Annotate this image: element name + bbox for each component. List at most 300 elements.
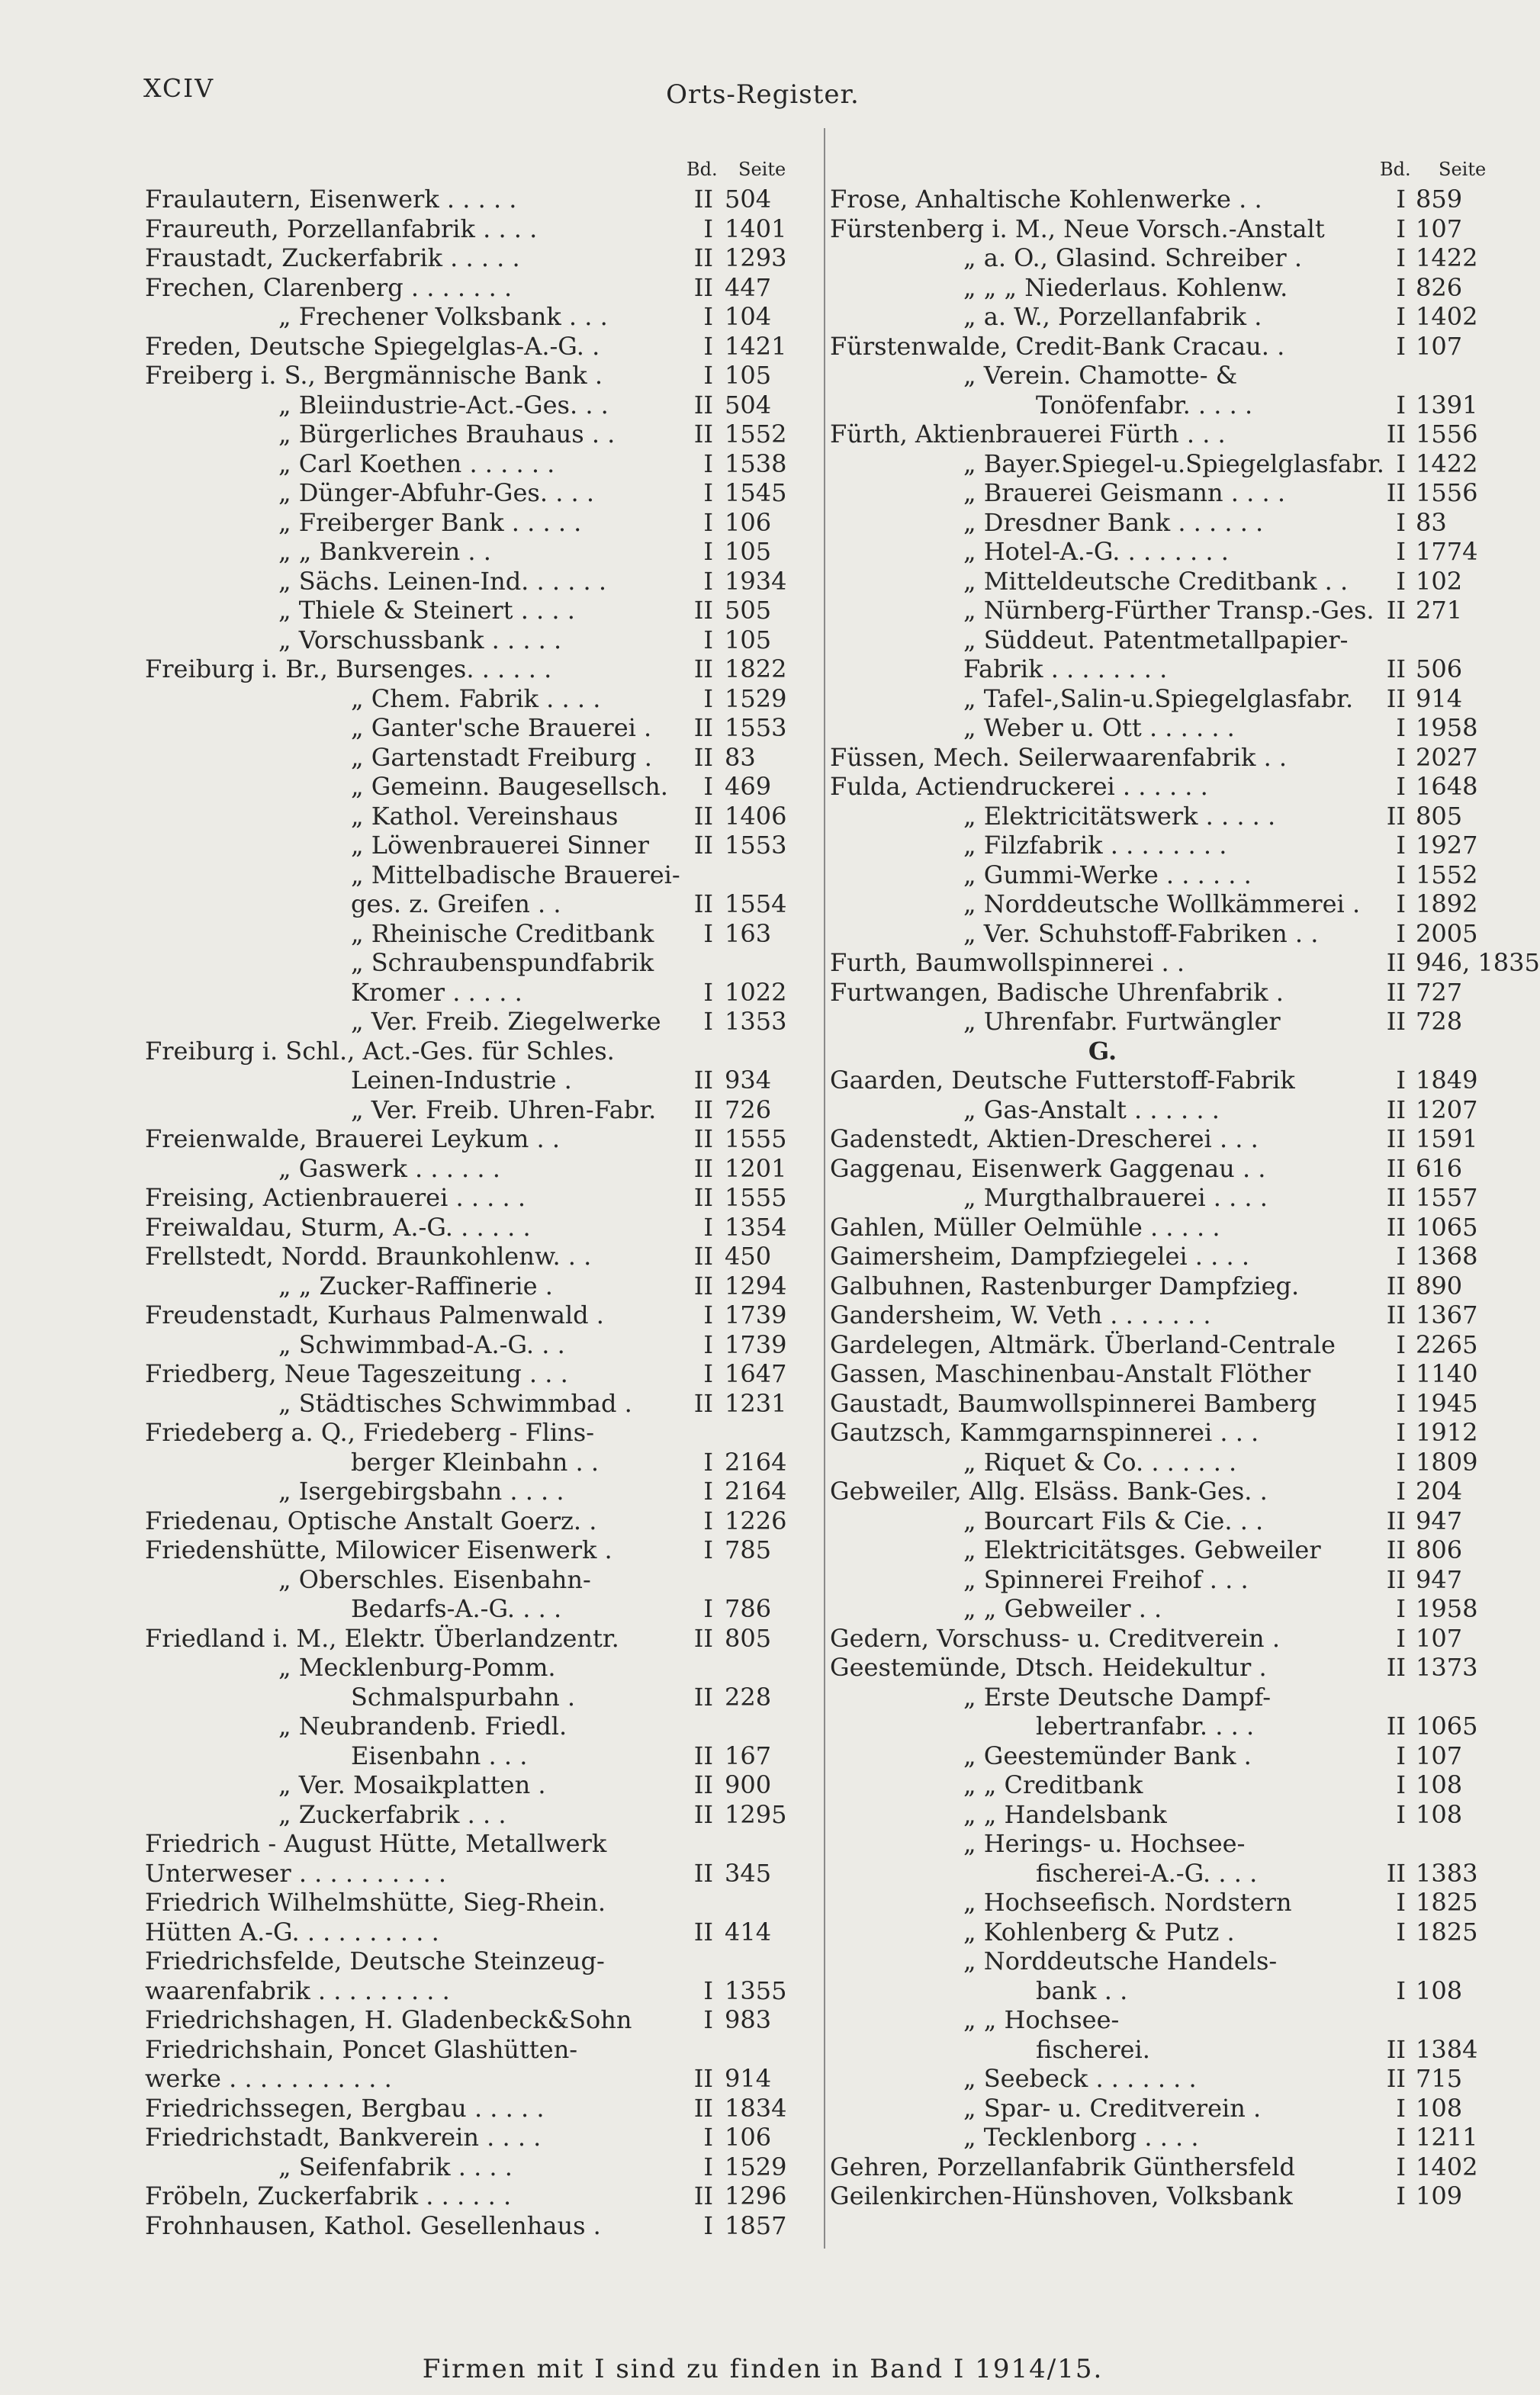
index-entry bbox=[830, 1271, 1497, 1301]
entry-band: I bbox=[1396, 448, 1406, 478]
entry-name: Füssen, Mech. Seilerwaarenfabrik . . bbox=[830, 742, 1288, 772]
index-entry bbox=[830, 1594, 1497, 1624]
index-entry bbox=[830, 1624, 1497, 1654]
index-entry bbox=[830, 1183, 1497, 1213]
index-entry bbox=[145, 743, 816, 773]
index-entry bbox=[830, 1565, 1497, 1595]
entry-band: II bbox=[1386, 596, 1406, 625]
entry-page: 414 bbox=[725, 1917, 772, 1947]
entry-name: Friedrichsfelde, Deutsche Steinzeug- bbox=[145, 1947, 605, 1975]
entry-band: II bbox=[693, 1741, 713, 1770]
entry-name: Eisenbahn . . . bbox=[351, 1741, 528, 1770]
index-entry bbox=[830, 391, 1497, 420]
index-entry bbox=[145, 1418, 816, 1448]
entry-page: 1140 bbox=[1416, 1359, 1478, 1388]
entry-page: 1368 bbox=[1416, 1242, 1478, 1271]
entry-name: „ Seebeck . . . . . . . bbox=[963, 2064, 1197, 2093]
entry-name: werke . . . . . . . . . . . bbox=[145, 2064, 392, 2093]
index-entry bbox=[145, 1859, 816, 1889]
entry-name: „ Elektricitätsges. Gebweiler bbox=[963, 1535, 1321, 1564]
index-entry bbox=[145, 596, 816, 625]
entry-name: „ „ Gebweiler . . bbox=[963, 1594, 1162, 1623]
entry-band: I bbox=[703, 1359, 713, 1388]
index-entry bbox=[830, 2152, 1497, 2182]
index-entry bbox=[830, 1535, 1497, 1565]
entry-band: I bbox=[1396, 742, 1406, 772]
entry-page: 2027 bbox=[1416, 742, 1478, 772]
index-entry bbox=[830, 243, 1497, 273]
entry-page: 914 bbox=[1416, 683, 1463, 713]
entry-name: „ Süddeut. Patentmetallpapier- bbox=[963, 625, 1349, 654]
entry-band: I bbox=[1396, 1388, 1406, 1418]
entry-page: 1648 bbox=[1416, 772, 1478, 801]
entry-name: Friedenshütte, Milowicer Eisenwerk . bbox=[145, 1535, 612, 1564]
entry-page: 108 bbox=[1416, 1770, 1463, 1799]
entry-band: II bbox=[693, 1095, 713, 1124]
entry-name: „ „ Bankverein . . bbox=[278, 537, 491, 566]
entry-page: 890 bbox=[1416, 1271, 1463, 1300]
entry-name: „ Isergebirgsbahn . . . . bbox=[278, 1477, 564, 1506]
entry-name: Friedrichssegen, Bergbau . . . . . bbox=[145, 2093, 545, 2123]
entry-name: „ Verein. Chamotte- & bbox=[963, 361, 1238, 390]
index-entry bbox=[145, 1242, 816, 1271]
entry-name: Friedrichshain, Poncet Glashütten- bbox=[145, 2034, 578, 2064]
entry-name: „ Seifenfabrik . . . . bbox=[278, 2152, 513, 2181]
entry-name: Freiburg i. Schl., Act.-Ges. für Schles. bbox=[145, 1036, 615, 1066]
entry-name: Friedeberg a. Q., Friedeberg - Flins- bbox=[145, 1418, 595, 1447]
index-entry bbox=[145, 1770, 816, 1800]
index-entry bbox=[830, 420, 1497, 449]
entry-page: 1065 bbox=[1416, 1212, 1478, 1242]
entry-band: I bbox=[1396, 390, 1406, 420]
entry-page: 1556 bbox=[1416, 420, 1478, 448]
entry-band: II bbox=[693, 272, 713, 302]
entry-page: 859 bbox=[1416, 185, 1463, 214]
entry-band: I bbox=[1396, 1418, 1406, 1447]
entry-name: Freienwalde, Brauerei Leykum . . bbox=[145, 1124, 561, 1153]
entry-page: 1647 bbox=[725, 1359, 787, 1388]
entry-band: I bbox=[703, 772, 713, 801]
entry-page: 447 bbox=[725, 272, 772, 302]
entry-name: „ Kathol. Vereinshaus bbox=[351, 801, 619, 831]
entry-page: 107 bbox=[1416, 331, 1463, 361]
entry-name: „ Gaswerk . . . . . . bbox=[278, 1153, 500, 1183]
entry-name: „ Uhrenfabr. Furtwängler bbox=[963, 1007, 1281, 1036]
entry-name: „ Oberschles. Eisenbahn- bbox=[278, 1564, 591, 1594]
entry-page: 914 bbox=[725, 2064, 772, 2093]
entry-band: II bbox=[1386, 1300, 1406, 1329]
index-entry bbox=[830, 919, 1497, 949]
page-number: XCIV bbox=[143, 73, 215, 103]
index-entry bbox=[145, 449, 816, 479]
index-entry bbox=[145, 1183, 816, 1213]
entry-name: Furtwangen, Badische Uhrenfabrik . bbox=[830, 977, 1284, 1007]
entry-band: II bbox=[693, 654, 713, 683]
entry-band: I bbox=[1396, 272, 1406, 302]
entry-band: II bbox=[693, 742, 713, 772]
index-entry bbox=[830, 1359, 1497, 1389]
left-column bbox=[145, 159, 816, 2240]
index-entry bbox=[145, 919, 816, 949]
index-entry bbox=[830, 2064, 1497, 2094]
index-entry bbox=[145, 1829, 816, 1859]
entry-page: 805 bbox=[1416, 801, 1463, 831]
index-entry bbox=[830, 684, 1497, 714]
entry-name: Frellstedt, Nordd. Braunkohlenw. . . bbox=[145, 1242, 592, 1271]
entry-name: „ Rheinische Creditbank bbox=[351, 918, 654, 948]
index-entry bbox=[145, 1741, 816, 1771]
index-entry bbox=[145, 1976, 816, 2006]
index-entry bbox=[145, 567, 816, 596]
index-entry bbox=[145, 185, 816, 214]
entry-band: I bbox=[703, 1447, 713, 1477]
index-entry bbox=[145, 1448, 816, 1477]
entry-name: Gaustadt, Baumwollspinnerei Bamberg bbox=[830, 1388, 1317, 1418]
entry-page: 900 bbox=[725, 1770, 772, 1799]
entry-band: II bbox=[693, 1623, 713, 1653]
index-entry bbox=[830, 1947, 1497, 1976]
entry-page: 1354 bbox=[725, 1212, 787, 1242]
entry-page: 1529 bbox=[725, 683, 787, 713]
entry-name: Gaimersheim, Dampfziegelei . . . . bbox=[830, 1242, 1249, 1271]
entry-page: 1355 bbox=[725, 1975, 787, 2005]
entry-name: „ Erste Deutsche Dampf- bbox=[963, 1682, 1271, 1712]
entry-band: I bbox=[703, 448, 713, 478]
index-entry bbox=[145, 1213, 816, 1243]
entry-band: I bbox=[703, 537, 713, 566]
entry-name: „ a. W., Porzellanfabrik . bbox=[963, 302, 1262, 331]
index-entry bbox=[830, 1477, 1497, 1506]
index-entry bbox=[145, 1653, 816, 1683]
entry-page: 1022 bbox=[725, 977, 787, 1007]
entry-name: „ „ Hochsee- bbox=[963, 2005, 1120, 2034]
entry-page: 616 bbox=[1416, 1153, 1463, 1183]
entry-name: Friedland i. M., Elektr. Überlandzentr. bbox=[145, 1623, 619, 1653]
entry-name: „ Murgthalbrauerei . . . . bbox=[963, 1183, 1268, 1212]
entry-page: 108 bbox=[1416, 1975, 1463, 2005]
column-divider bbox=[824, 128, 825, 2249]
entry-band: II bbox=[693, 596, 713, 625]
index-entry bbox=[145, 478, 816, 508]
entry-name: „ Schraubenspundfabrik bbox=[351, 948, 654, 977]
entry-band: I bbox=[703, 566, 713, 596]
entry-name: „ Dünger-Abfuhr-Ges. . . . bbox=[278, 478, 595, 507]
entry-band: II bbox=[693, 2064, 713, 2093]
entry-page: 1384 bbox=[1416, 2034, 1478, 2064]
entry-name: „ Ver. Schuhstoff-Fabriken . . bbox=[963, 918, 1319, 948]
index-entry bbox=[830, 2094, 1497, 2123]
entry-name: Friedberg, Neue Tageszeitung . . . bbox=[145, 1359, 568, 1388]
index-entry bbox=[830, 1095, 1497, 1125]
entry-name: Leinen-Industrie . bbox=[351, 1066, 572, 1095]
index-entry bbox=[145, 1918, 816, 1947]
index-entry bbox=[145, 978, 816, 1008]
entry-page: 506 bbox=[1416, 654, 1463, 683]
index-entry bbox=[830, 860, 1497, 890]
entry-band: I bbox=[703, 302, 713, 331]
entry-band: I bbox=[1396, 1623, 1406, 1653]
entry-name: Freiberg i. S., Bergmännische Bank . bbox=[145, 361, 603, 390]
entry-page: 934 bbox=[725, 1066, 772, 1095]
entry-name: Fulda, Actiendruckerei . . . . . . bbox=[830, 772, 1208, 801]
index-entry bbox=[830, 1389, 1497, 1419]
entry-band: II bbox=[693, 1770, 713, 1799]
index-entry bbox=[145, 2152, 816, 2182]
index-entry bbox=[145, 302, 816, 332]
entry-band: I bbox=[703, 1506, 713, 1535]
entry-page: 1557 bbox=[1416, 1183, 1478, 1212]
entry-page: 1383 bbox=[1416, 1858, 1478, 1888]
entry-name: „ Mecklenburg-Pomm. bbox=[278, 1653, 556, 1682]
entry-name: „ „ „ Niederlaus. Kohlenw. bbox=[963, 272, 1288, 302]
index-entry bbox=[830, 449, 1497, 479]
entry-band: I bbox=[1396, 537, 1406, 566]
entry-band: I bbox=[703, 1594, 713, 1623]
index-entry bbox=[145, 2035, 816, 2065]
entry-name: „ Gemeinn. Baugesellsch. bbox=[351, 772, 668, 801]
entry-name: Frohnhausen, Kathol. Gesellenhaus . bbox=[145, 2210, 601, 2240]
index-entry bbox=[145, 1037, 816, 1066]
index-entry bbox=[830, 1066, 1497, 1095]
entry-page: 2164 bbox=[725, 1477, 787, 1506]
entry-name: „ Ganter'sche Brauerei . bbox=[351, 713, 652, 742]
entry-band: I bbox=[1396, 1975, 1406, 2005]
entry-name: „ Mitteldeutsche Creditbank . . bbox=[963, 566, 1349, 596]
entry-page: 167 bbox=[725, 1741, 772, 1770]
entry-band: I bbox=[703, 1975, 713, 2005]
entry-name: „ Zuckerfabrik . . . bbox=[278, 1799, 506, 1829]
entry-name: Friedrichshagen, H. Gladenbeck&Sohn bbox=[145, 2005, 632, 2034]
entry-page: 106 bbox=[725, 507, 772, 537]
index-entry bbox=[145, 1800, 816, 1830]
entry-band: I bbox=[1396, 185, 1406, 214]
index-entry bbox=[830, 273, 1497, 303]
index-entry bbox=[145, 1565, 816, 1595]
index-entry bbox=[830, 654, 1497, 684]
entry-name: Fraureuth, Porzellanfabrik . . . . bbox=[145, 214, 538, 243]
index-entry bbox=[145, 1154, 816, 1184]
index-entry bbox=[145, 2005, 816, 2035]
entry-name: „ Gas-Anstalt . . . . . . bbox=[963, 1095, 1220, 1124]
index-entry bbox=[830, 2005, 1497, 2035]
entry-name: „ Freiberger Bank . . . . . bbox=[278, 507, 582, 537]
entry-band: II bbox=[1386, 977, 1406, 1007]
entry-page: 786 bbox=[725, 1594, 772, 1623]
entry-band: I bbox=[1396, 1242, 1406, 1271]
entry-band: I bbox=[1396, 2152, 1406, 2181]
entry-name: Gautzsch, Kammgarnspinnerei . . . bbox=[830, 1418, 1259, 1447]
index-entry bbox=[830, 772, 1497, 802]
entry-page: 1552 bbox=[1416, 860, 1478, 889]
entry-page: 1422 bbox=[1416, 448, 1478, 478]
index-entry bbox=[145, 1124, 816, 1154]
index-entry bbox=[830, 713, 1497, 743]
index-entry bbox=[145, 1594, 816, 1624]
entry-page: 505 bbox=[725, 596, 772, 625]
index-entry bbox=[830, 185, 1497, 214]
entry-name: „ Bayer.Spiegel-u.Spiegelglasfabr. bbox=[963, 448, 1384, 478]
index-entry bbox=[830, 1918, 1497, 1947]
entry-name: Freising, Actienbrauerei . . . . . bbox=[145, 1183, 526, 1212]
index-entry bbox=[830, 361, 1497, 391]
entry-name: „ Brauerei Geismann . . . . bbox=[963, 478, 1285, 507]
footer-note: Firmen mit I sind zu finden in Band I 1914/15. bbox=[422, 2354, 1104, 2384]
entry-name: Kromer . . . . . bbox=[351, 977, 522, 1007]
entry-band: II bbox=[693, 1153, 713, 1183]
entry-page: 726 bbox=[725, 1095, 772, 1124]
entry-band: I bbox=[703, 1007, 713, 1036]
entry-band: II bbox=[1386, 683, 1406, 713]
entry-name: „ Norddeutsche Wollkämmerei . bbox=[963, 889, 1361, 918]
entry-band: II bbox=[1386, 1153, 1406, 1183]
index-entry bbox=[145, 2094, 816, 2123]
index-entry bbox=[145, 802, 816, 831]
index-entry bbox=[830, 596, 1497, 625]
band-header: Bd. bbox=[1380, 159, 1411, 180]
band-header: Bd. bbox=[686, 159, 718, 180]
entry-band: I bbox=[703, 361, 713, 390]
entry-name: Gaggenau, Eisenwerk Gaggenau . . bbox=[830, 1153, 1266, 1183]
index-entry bbox=[830, 1712, 1497, 1741]
entry-band: I bbox=[1396, 1888, 1406, 1917]
entry-page: 1293 bbox=[725, 243, 787, 272]
entry-band: I bbox=[1396, 1917, 1406, 1947]
entry-name: „ Ver. Mosaikplatten . bbox=[278, 1770, 546, 1799]
index-entry bbox=[830, 1330, 1497, 1360]
entry-band: II bbox=[693, 1183, 713, 1212]
index-entry bbox=[830, 831, 1497, 860]
index-entry bbox=[145, 1007, 816, 1037]
entry-name: „ Mittelbadische Brauerei- bbox=[351, 860, 680, 889]
entry-page: 806 bbox=[1416, 1535, 1463, 1564]
entry-page: 1912 bbox=[1416, 1418, 1478, 1447]
entry-band: I bbox=[703, 478, 713, 507]
entry-band: I bbox=[703, 1212, 713, 1242]
entry-band: II bbox=[1386, 1183, 1406, 1212]
entry-band: I bbox=[1396, 1799, 1406, 1829]
entry-name: Geilenkirchen-Hünshoven, Volksbank bbox=[830, 2181, 1293, 2210]
index-entry bbox=[145, 713, 816, 743]
entry-page: 450 bbox=[725, 1242, 772, 1271]
entry-page: 1406 bbox=[725, 801, 787, 831]
entry-band: I bbox=[703, 1329, 713, 1359]
entry-name: „ Tafel-,Salin-u.Spiegelglasfabr. bbox=[963, 683, 1354, 713]
entry-band: I bbox=[1396, 713, 1406, 742]
entry-name: „ Weber u. Ott . . . . . . bbox=[963, 713, 1235, 742]
entry-name: Gahlen, Müller Oelmühle . . . . . bbox=[830, 1212, 1220, 1242]
entry-name: fischerei-A.-G. . . . bbox=[1036, 1858, 1258, 1888]
entry-page: 1373 bbox=[1416, 1653, 1478, 1682]
index-entry bbox=[145, 273, 816, 303]
entry-name: Friedrich - August Hütte, Metallwerk bbox=[145, 1829, 607, 1858]
entry-page: 1555 bbox=[725, 1124, 787, 1153]
entry-band: II bbox=[1386, 1564, 1406, 1594]
entry-band: II bbox=[1386, 478, 1406, 507]
index-entry bbox=[145, 1389, 816, 1419]
entry-band: II bbox=[693, 1271, 713, 1300]
index-entry bbox=[830, 1976, 1497, 2006]
index-entry bbox=[830, 948, 1540, 978]
entry-name: Freiburg i. Br., Bursenges. . . . . . bbox=[145, 654, 552, 683]
entry-name: Bedarfs-A.-G. . . . bbox=[351, 1594, 562, 1623]
entry-name: „ Spinnerei Freihof . . . bbox=[963, 1564, 1249, 1594]
entry-page: 728 bbox=[1416, 1007, 1463, 1036]
entry-page: 727 bbox=[1416, 977, 1463, 1007]
index-entry bbox=[145, 948, 816, 978]
entry-page: 1825 bbox=[1416, 1888, 1478, 1917]
entry-page: 1822 bbox=[725, 654, 787, 683]
entry-name: „ Chem. Fabrik . . . . bbox=[351, 683, 601, 713]
index-entry bbox=[830, 478, 1497, 508]
entry-band: II bbox=[693, 1124, 713, 1153]
entry-page: 2005 bbox=[1416, 918, 1478, 948]
entry-name: bank . . bbox=[1036, 1975, 1128, 2005]
index-entry bbox=[830, 1770, 1497, 1800]
index-entry bbox=[830, 1683, 1497, 1712]
entry-name: „ Frechener Volksbank . . . bbox=[278, 302, 608, 331]
index-entry bbox=[830, 889, 1497, 919]
index-entry bbox=[145, 332, 816, 362]
entry-page: 1401 bbox=[725, 214, 787, 243]
entry-band: I bbox=[1396, 243, 1406, 272]
entry-page: 1201 bbox=[725, 1153, 787, 1183]
entry-band: I bbox=[703, 683, 713, 713]
entry-name: „ Spar- u. Creditverein . bbox=[963, 2093, 1262, 2123]
entry-band: II bbox=[693, 1799, 713, 1829]
entry-page: 1591 bbox=[1416, 1124, 1478, 1153]
entry-page: 1834 bbox=[725, 2093, 787, 2123]
index-entry bbox=[145, 2064, 816, 2094]
entry-band: I bbox=[1396, 1741, 1406, 1770]
entry-band: I bbox=[1396, 1594, 1406, 1623]
entry-page: 1809 bbox=[1416, 1447, 1478, 1477]
entry-page: 105 bbox=[725, 361, 772, 390]
index-entry bbox=[145, 1066, 816, 1095]
index-entry bbox=[830, 2035, 1497, 2065]
entry-name: Tonöfenfabr. . . . . bbox=[1036, 390, 1253, 420]
entry-band: I bbox=[703, 2210, 713, 2240]
entry-page: 1211 bbox=[1416, 2123, 1478, 2152]
index-entry bbox=[145, 1506, 816, 1536]
entry-band: II bbox=[1386, 801, 1406, 831]
entry-name: Fröbeln, Zuckerfabrik . . . . . . bbox=[145, 2181, 512, 2210]
entry-name: Freden, Deutsche Spiegelglas-A.-G. . bbox=[145, 331, 600, 361]
entry-page: 107 bbox=[1416, 214, 1463, 243]
index-entry bbox=[145, 889, 816, 919]
index-entry bbox=[830, 302, 1497, 332]
entry-name: „ Schwimmbad-A.-G. . . bbox=[278, 1329, 565, 1359]
entry-page: 504 bbox=[725, 390, 772, 420]
entry-page: 1402 bbox=[1416, 302, 1478, 331]
entry-page: 1545 bbox=[725, 478, 787, 507]
entry-page: 983 bbox=[725, 2005, 772, 2034]
entry-page: 104 bbox=[725, 302, 772, 331]
entry-page: 271 bbox=[1416, 596, 1463, 625]
right-column bbox=[830, 159, 1540, 2211]
entry-band: I bbox=[703, 1535, 713, 1564]
entry-band: I bbox=[1396, 918, 1406, 948]
seite-header: Seite bbox=[1439, 159, 1487, 180]
entry-name: Freudenstadt, Kurhaus Palmenwald . bbox=[145, 1300, 604, 1329]
entry-band: II bbox=[1386, 1095, 1406, 1124]
entry-name: ges. z. Greifen . . bbox=[351, 889, 561, 918]
index-entry bbox=[830, 2181, 1497, 2211]
entry-page: 1553 bbox=[725, 713, 787, 742]
right-column-header bbox=[830, 159, 1497, 185]
entry-name: Gadenstedt, Aktien-Drescherei . . . bbox=[830, 1124, 1259, 1153]
entry-band: II bbox=[1386, 1535, 1406, 1564]
entry-page: 1825 bbox=[1416, 1917, 1478, 1947]
